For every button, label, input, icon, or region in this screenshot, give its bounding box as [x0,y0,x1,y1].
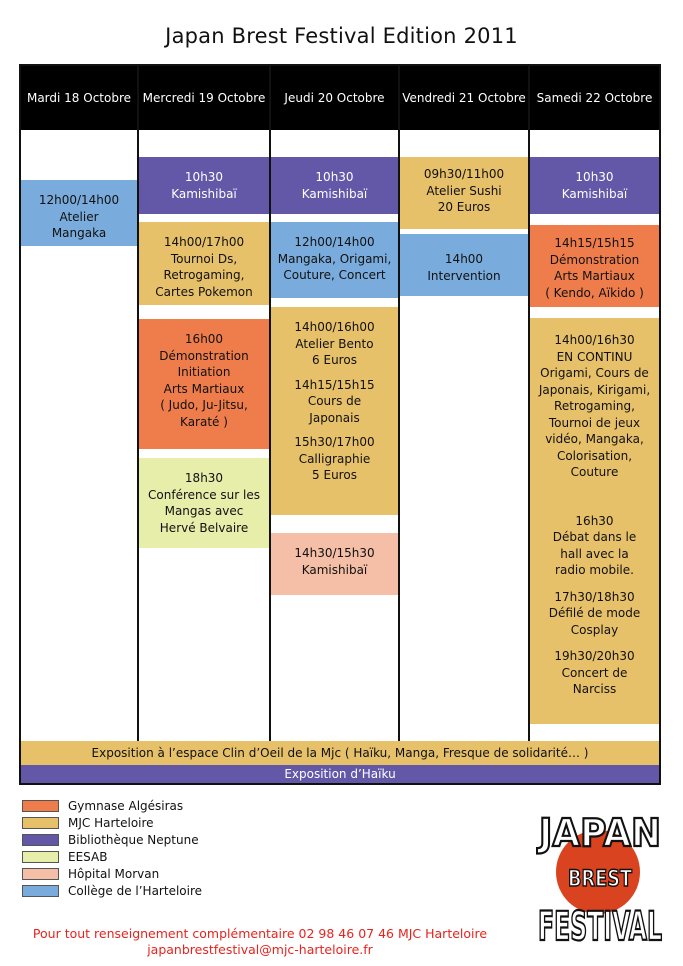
band-exposition-mjc: Exposition à l’espace Clin d’Oeil de la Mjc ( Haïku, Manga, Fresque de solidarité… ) [21,741,659,765]
event-samedi-kamishibai: 10h30 Kamishibaï [530,157,659,214]
legend-swatch [22,851,59,863]
event-mercredi-arts-martiaux: 16h00 Démonstration Initiation Arts Martiaux ( Judo, Ju-Jitsu, Karaté ) [139,319,269,449]
legend-item [22,865,202,882]
event-mercredi-tournoi: 14h00/17h00 Tournoi Ds, Retrogaming, Cartes Pokemon [139,222,269,305]
event-vendredi-sushi: 09h30/11h00 Atelier Sushi 20 Euros [400,157,528,229]
day-header-mercredi: Mercredi 19 Octobre [139,66,269,130]
event-jeudi-mangaka: 12h00/14h00 Mangaka, Origami, Couture, Concert [271,222,398,298]
event-mardi-atelier-mangaka: 12h00/14h00 Atelier Mangaka [21,180,137,246]
contact-phone: Pour tout renseignement complémentaire 02 98 46 07 46 MJC Harteloire [32,926,488,941]
logo-word-festival: FESTIVAL [538,904,662,950]
contact-info [0,926,520,958]
legend-label: Collège de l’Harteloire [68,883,203,898]
legend-label: Bibliothèque Neptune [68,832,199,847]
day-header-mardi: Mardi 18 Octobre [21,66,137,130]
legend-item [22,797,202,814]
day-header-jeudi: Jeudi 20 Octobre [271,66,398,130]
japan-brest-festival-logo [536,800,664,950]
legend-item [22,831,202,848]
legend-swatch [22,868,59,880]
legend-swatch [22,834,59,846]
logo-word-japan: JAPAN [536,811,661,855]
legend [22,797,202,899]
day-header-vendredi: Vendredi 21 Octobre [400,66,528,130]
legend-swatch [22,800,59,812]
legend-swatch [22,817,59,829]
event-samedi-continu: 14h00/16h30 EN CONTINU Origami, Cours de Japonais, Kirigami, Retrogaming, Tournoi de jeux vidéo, Mangaka, Colorisation, Couture 16h30 Débat dans le hall avec la radio mobile. 17h30/18h30 Défilé de mode Cosplay 19h30/20h30 Concert de Narciss [530,318,659,724]
legend-label: Hôpital Morvan [68,866,160,881]
event-mercredi-kamishibai: 10h30 Kamishibaï [139,157,269,214]
legend-label: EESAB [68,849,108,864]
legend-item [22,848,202,865]
event-jeudi-kamishibai-2: 14h30/15h30 Kamishibaï [271,533,398,595]
day-header-samedi: Samedi 22 Octobre [530,66,659,130]
legend-swatch [22,885,59,897]
legend-item [22,814,202,831]
event-vendredi-intervention: 14h00 Intervention [400,234,528,296]
legend-label: Gymnase Algésiras [68,798,184,813]
contact-email[interactable]: japanbrestfestival@mjc-harteloire.fr [147,942,373,957]
legend-label: MJC Harteloire [68,815,154,830]
event-jeudi-ateliers: 14h00/16h00 Atelier Bento 6 Euros 14h15/15h15 Cours de Japonais 15h30/17h00 Calligraphie 5 Euros [271,307,398,515]
band-exposition-haiku: Exposition d’Haïku [21,765,659,783]
event-samedi-arts-martiaux: 14h15/15h15 Démonstration Arts Martiaux ( Kendo, Aïkido ) [530,225,659,307]
event-mercredi-conference: 18h30 Conférence sur les Mangas avec Hervé Belvaire [139,458,269,548]
event-jeudi-kamishibai: 10h30 Kamishibaï [271,157,398,214]
legend-item [22,882,202,899]
logo-word-brest: BREST [568,867,632,892]
schedule-grid [19,64,661,785]
page-title: Japan Brest Festival Edition 2011 [165,24,518,48]
